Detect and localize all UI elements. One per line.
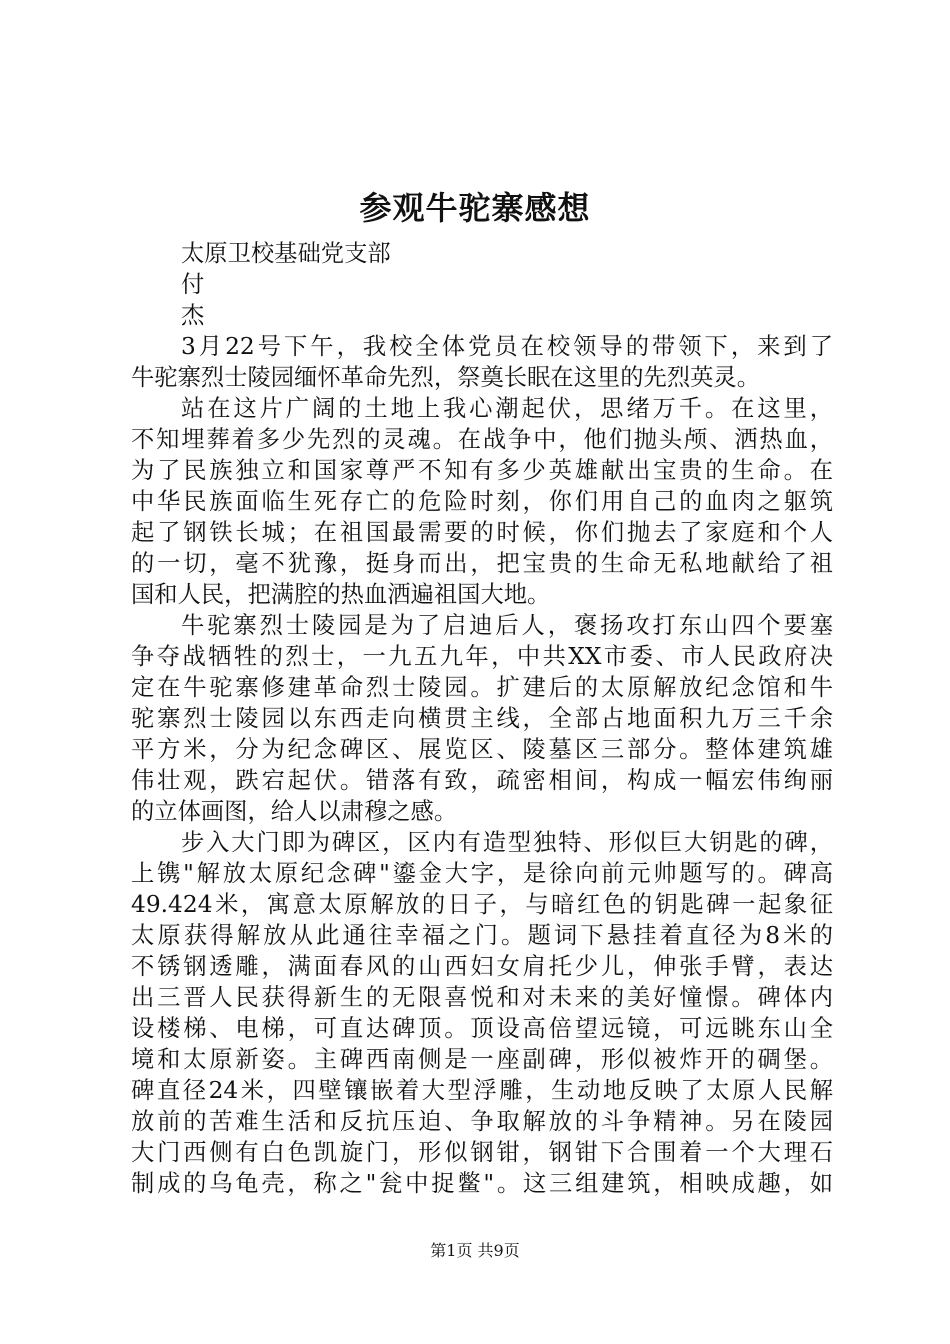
text-line: 不锈钢透雕，满面春风的山西妇女肩托少儿，伸张手臂，表达 [131,953,833,980]
text-line: 驼寨烈士陵园以东西走向横贯主线，全部占地面积九万三千余 [131,705,833,732]
text-line: 制成的乌龟壳，称之"瓮中捉鳖"。这三组建筑，相映成趣，如 [131,1170,833,1197]
text-line: 设楼梯、电梯，可直达碑顶。顶设高倍望远镜，可远眺东山全 [131,1015,833,1042]
document-body [131,238,833,1199]
text-line: 大门西侧有白色凯旋门，形似钢钳，钢钳下合围着一个大理石 [131,1139,833,1166]
document-title: 参观牛驼寨感想 [359,189,591,227]
text-line: 49.424米，寓意太原解放的日子，与暗红色的钥匙碑一起象征 [131,891,833,918]
text-line: 境和太原新姿。主碑西南侧是一座副碑，形似被炸开的碉堡。 [131,1046,833,1073]
text-line: 国和人民，把满腔的热血洒遍祖国大地。 [131,581,551,608]
text-line: 平方米，分为纪念碑区、展览区、陵墓区三部分。整体建筑雄 [131,736,833,763]
paragraph [131,393,833,610]
text-line: 的立体画图，给人以肃穆之感。 [131,798,458,825]
author-line: 付 [181,271,205,298]
author-line: 杰 [181,302,205,329]
text-line: 起了钢铁长城；在祖国最需要的时候，你们抛去了家庭和个人 [131,519,833,546]
text-line: 上镌"解放太原纪念碑"鎏金大字，是徐向前元帅题写的。碑高 [131,860,833,887]
paragraph [131,331,833,393]
text-line: 不知埋葬着多少先烈的灵魂。在战争中，他们抛头颅、洒热血， [131,426,833,453]
text-line: 3月22号下午，我校全体党员在校领导的带领下，来到了 [181,333,833,360]
text-line: 为了民族独立和国家尊严不知有多少英雄献出宝贵的生命。在 [131,457,833,484]
text-line: 碑直径24米，四壁镶嵌着大型浮雕，生动地反映了太原人民解 [131,1077,833,1104]
paragraph [131,610,833,827]
text-line: 太原获得解放从此通往幸福之门。题词下悬挂着直径为8米的 [131,922,833,949]
paragraph [131,827,833,1199]
page-footer: 第1页 共9页 [430,1241,520,1260]
text-line: 的一切，毫不犹豫，挺身而出，把宝贵的生命无私地献给了祖 [131,550,833,577]
text-line: 中华民族面临生死存亡的危险时刻，你们用自己的血肉之躯筑 [131,488,833,515]
text-line: 站在这片广阔的土地上我心潮起伏，思绪万千。在这里， [181,395,833,422]
text-line: 步入大门即为碑区，区内有造型独特、形似巨大钥匙的碑， [181,829,833,856]
text-line: 争夺战牺牲的烈士，一九五九年，中共XX市委、市人民政府决 [131,643,833,670]
text-line: 定在牛驼寨修建革命烈士陵园。扩建后的太原解放纪念馆和牛 [131,674,833,701]
text-line: 出三晋人民获得新生的无限喜悦和对未来的美好憧憬。碑体内 [131,984,833,1011]
text-line: 牛驼寨烈士陵园缅怀革命先烈，祭奠长眠在这里的先烈英灵。 [131,364,761,391]
text-line: 伟壮观，跌宕起伏。错落有致，疏密相间，构成一幅宏伟绚丽 [131,767,833,794]
author-line: 太原卫校基础党支部 [181,240,391,267]
text-line: 牛驼寨烈士陵园是为了启迪后人，褒扬攻打东山四个要塞 [181,612,833,639]
text-line: 放前的苦难生活和反抗压迫、争取解放的斗争精神。另在陵园 [131,1108,833,1135]
